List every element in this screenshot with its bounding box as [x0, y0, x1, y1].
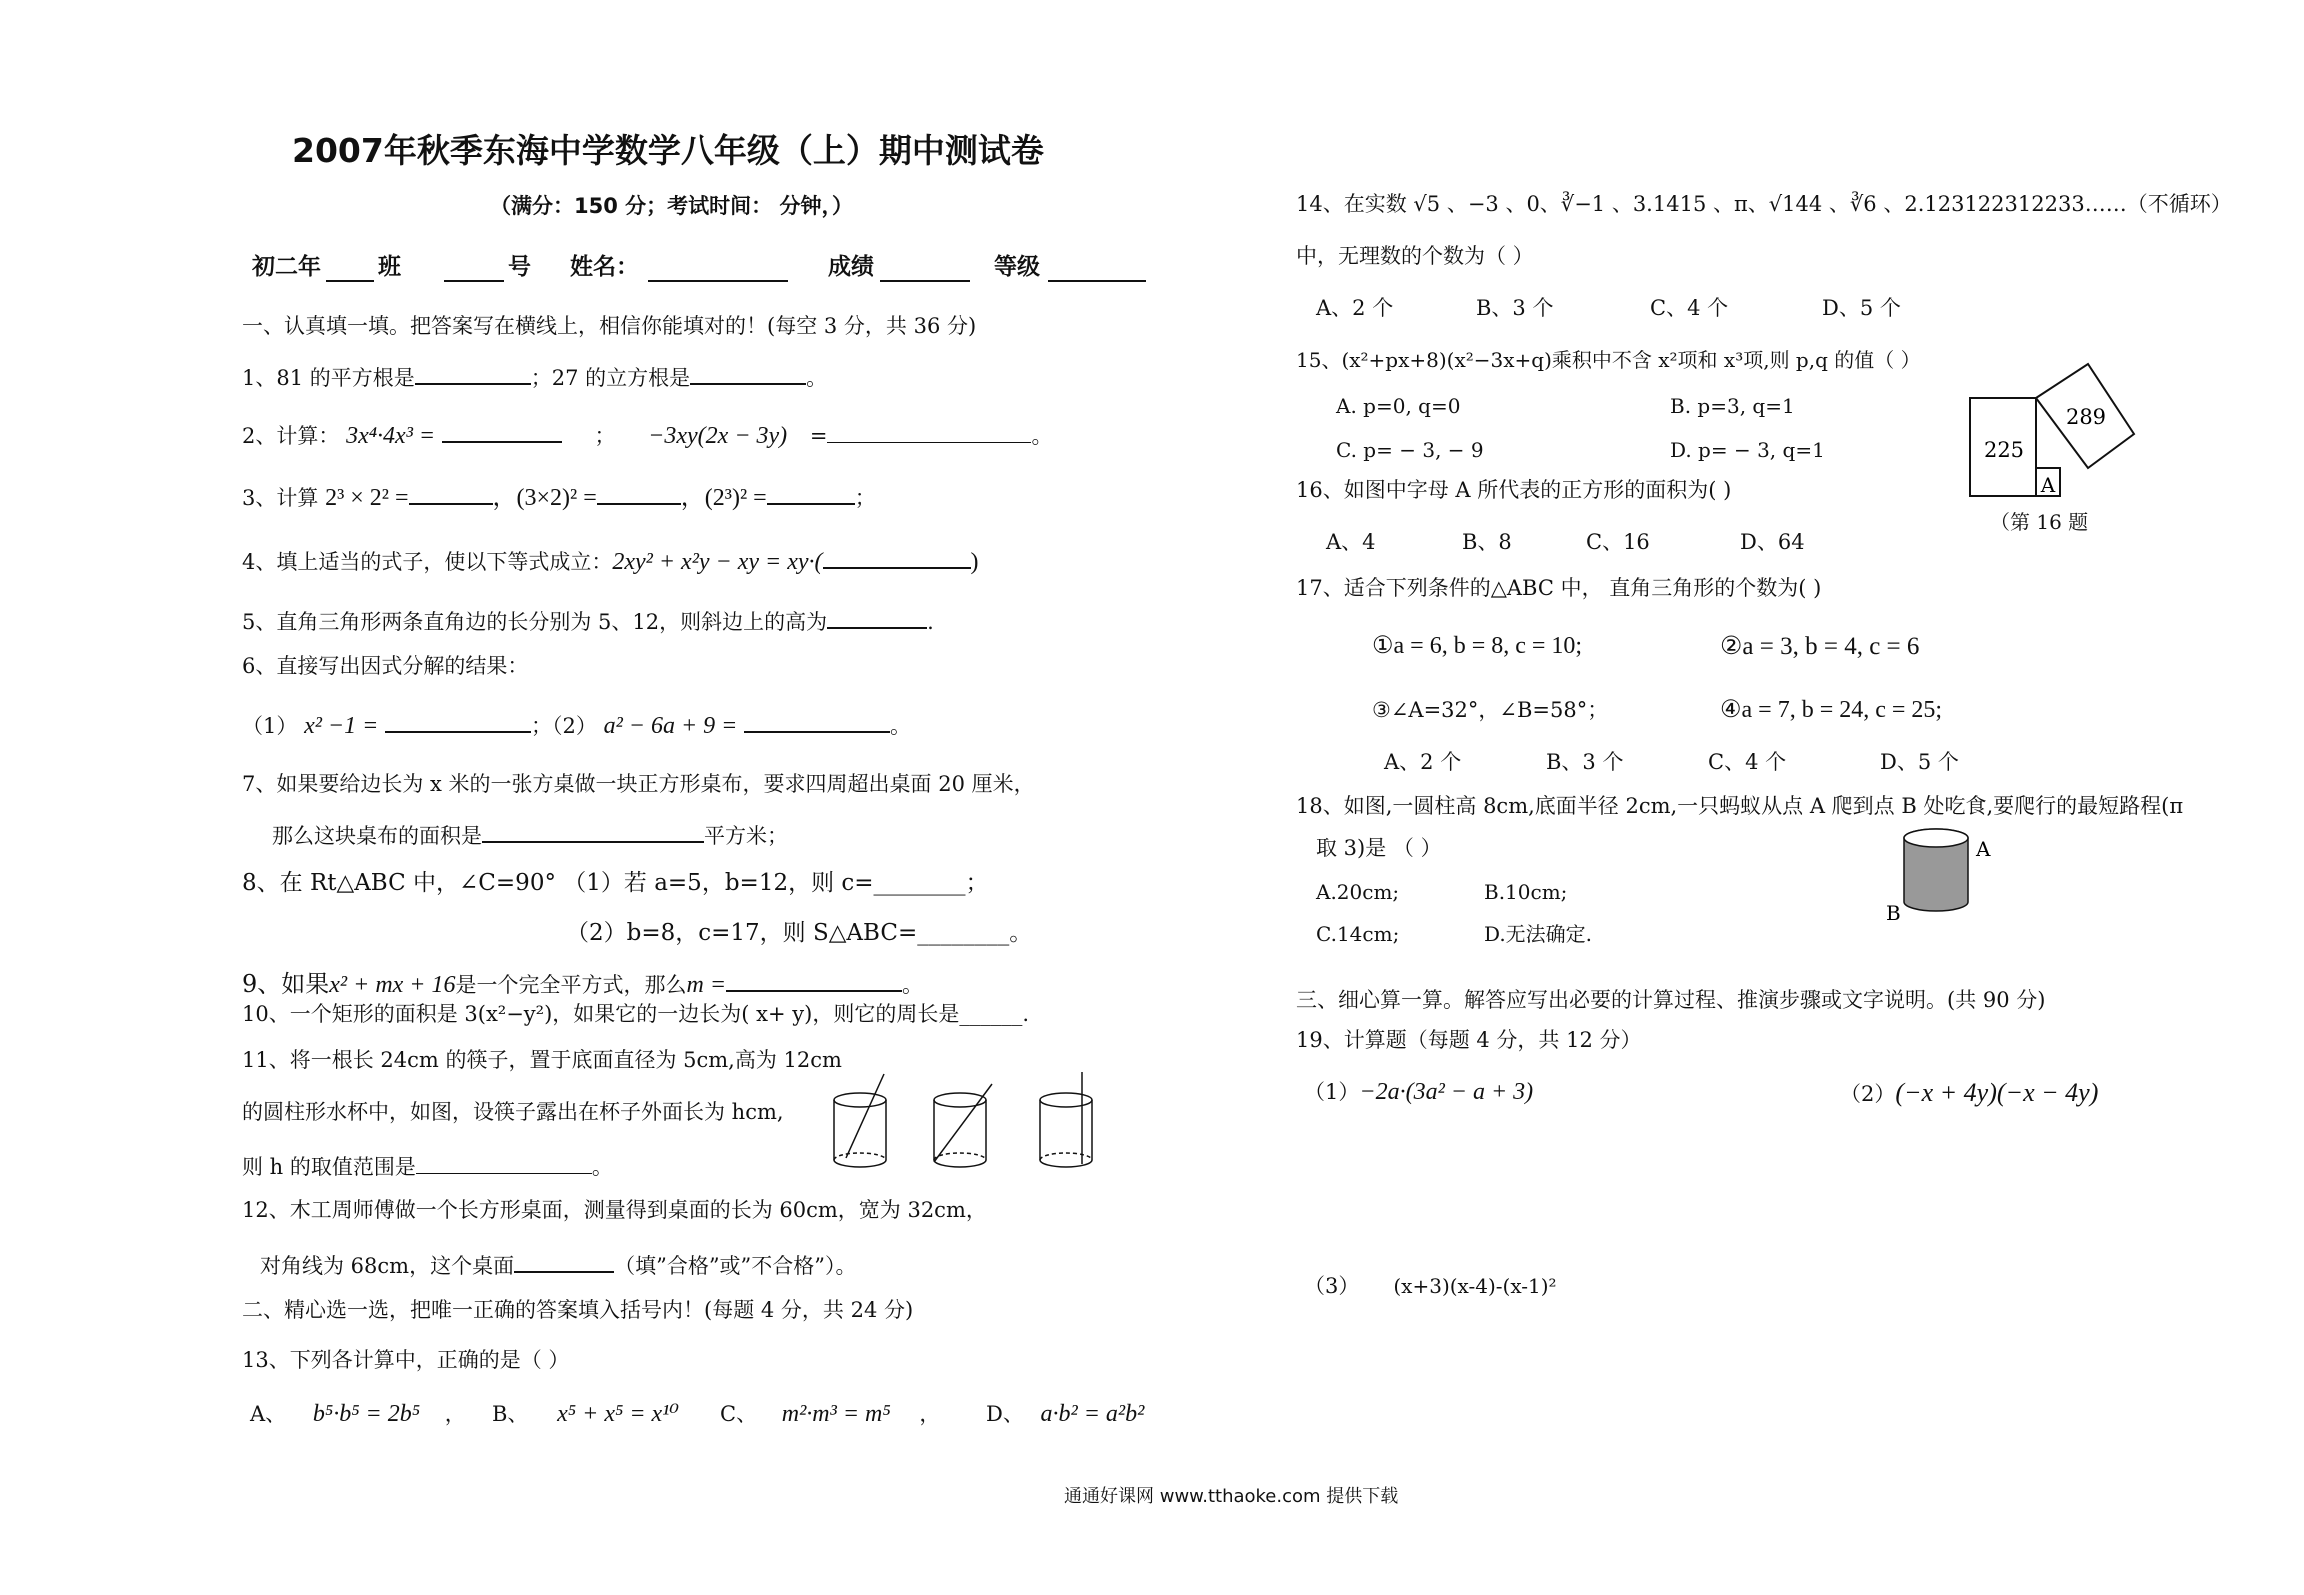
q2-expr-1: 3x⁴·4x³ = — [346, 423, 436, 449]
q13-option-a-label: A、 — [250, 1402, 287, 1426]
q7-blank[interactable] — [482, 820, 704, 843]
section3-header: 三、细心算一算。解答应写出必要的计算过程、推演步骤或文字说明。(共 90 分) — [1296, 988, 2046, 1012]
q4-text-a: 4、填上适当的式子，使以下等式成立： — [242, 550, 613, 574]
q6-end: 。 — [890, 714, 912, 738]
q9 — [242, 966, 923, 997]
q6-stem: 6、直接写出因式分解的结果： — [242, 654, 529, 678]
q6-expr-2: a² − 6a + 9 = — [603, 713, 738, 739]
q14-line2: 中，无理数的个数为（ ） — [1296, 244, 1534, 268]
q11-text-b: 。 — [591, 1155, 613, 1179]
q19-part3-label: （3） — [1304, 1274, 1360, 1298]
q10: 10、一个矩形的面积是 3(x²−y²)，如果它的一边长为( x+ y)，则它的周长是______. — [242, 1002, 1029, 1026]
page-title: 2007年秋季东海中学数学八年级（上）期中测试卷 — [292, 131, 1044, 170]
q7-text-b: 平方米； — [704, 824, 788, 848]
grade-label: 初二年 — [252, 254, 321, 280]
q15-option-a[interactable]: A. p=0, q=0 — [1336, 394, 1461, 418]
q18-line1: 18、如图,一圆柱高 8cm,底面半径 2cm,一只蚂蚁从点 A 爬到点 B 处吃食,要爬行的最短路程(π — [1296, 794, 2184, 818]
q16-option-b[interactable]: B、8 — [1462, 530, 1512, 554]
q11-blank[interactable] — [416, 1152, 592, 1174]
q16-option-d[interactable]: D、64 — [1740, 530, 1805, 554]
q9-expr: x² + mx + 16 — [329, 972, 456, 998]
q3-blank-3[interactable] — [767, 482, 855, 505]
q18-line2: 取 3)是 （ ） — [1316, 836, 1442, 860]
q5 — [242, 606, 934, 633]
q6-parts — [242, 710, 911, 738]
q2-blank-2[interactable] — [827, 421, 1031, 443]
q15-option-d[interactable]: D. p= − 3, q=1 — [1670, 438, 1825, 462]
q17-cond-2: ②a = 3, b = 4, c = 6 — [1720, 633, 1920, 660]
q18-label-a: A — [1976, 837, 1991, 861]
q6-blank-2[interactable] — [744, 710, 890, 733]
q6-p1-label: （1） — [242, 714, 298, 738]
q17-cond-4: ④a = 7, b = 24, c = 25; — [1720, 697, 1943, 723]
q2-sep: ； — [594, 424, 616, 448]
q13-option-d-label: D、 — [986, 1402, 1024, 1426]
q1-text-c: 。 — [806, 366, 828, 390]
q17-option-b[interactable]: B、3 个 — [1546, 750, 1624, 774]
q19-part3-expr: (x+3)(x-4)-(x-1)² — [1393, 1274, 1557, 1298]
q16-stem: 16、如图中字母 A 所代表的正方形的面积为( ) — [1296, 478, 1732, 502]
level-blank[interactable] — [1048, 256, 1146, 282]
q1 — [242, 362, 827, 389]
q18-cylinder-figure — [1880, 820, 2000, 930]
q5-end: . — [927, 610, 934, 634]
q19-part3 — [1304, 1276, 1557, 1297]
footer-credit: 通通好课网 www.tthaoke.com 提供下载 — [1064, 1486, 1399, 1507]
q8-line2: （2）b=8，c=17，则 S△ABC=________。 — [566, 920, 1033, 946]
q11-line3 — [242, 1152, 613, 1178]
q17-stem: 17、适合下列条件的△ABC 中， 直角三角形的个数为( ) — [1296, 576, 1822, 600]
q3-expr-3: ，(2³)² = — [680, 485, 767, 511]
q1-blank-1[interactable] — [415, 362, 531, 385]
q13-option-c-expr: m²·m³ = m⁵ — [781, 1401, 891, 1427]
q15-stem: 15、(x²+px+8)(x²−3x+q)乘积中不含 x²项和 x³项,则 p,q 的值（ ） — [1296, 348, 1921, 372]
q2-blank-1[interactable] — [442, 420, 562, 443]
q12-line1: 12、木工周师傅做一个长方形桌面，测量得到桌面的长为 60cm，宽为 32cm， — [242, 1198, 987, 1222]
class-label: 班 — [378, 254, 401, 280]
score-label: 成绩 — [828, 254, 874, 280]
q7-text-a: 那么这块桌布的面积是 — [272, 824, 482, 848]
q7-line1: 7、如果要给边长为 x 米的一张方桌做一块正方形桌布，要求四周超出桌面 20 厘米， — [242, 772, 1035, 796]
q6-expr-1: x² −1 = — [304, 713, 379, 739]
q17-cond-3: ③∠A=32°，∠B=58°； — [1372, 698, 1609, 722]
q2 — [242, 420, 1052, 448]
q15-option-c[interactable]: C. p= − 3, − 9 — [1336, 438, 1484, 462]
q3-expr-1: 2³ × 2² = — [325, 485, 409, 511]
q6-blank-1[interactable] — [385, 710, 531, 733]
q13-option-b-label: B、 — [492, 1402, 529, 1426]
q3 — [242, 482, 876, 510]
q13-option-b[interactable] — [492, 1402, 679, 1426]
q9-text-b: 是一个完全平方式，那么 — [455, 973, 687, 997]
class-blank[interactable] — [326, 256, 374, 282]
q13-option-c[interactable] — [720, 1402, 940, 1426]
q16-option-c[interactable]: C、16 — [1586, 530, 1650, 554]
q19-part2-expr: (−x + 4y)(−x − 4y) — [1895, 1078, 2099, 1107]
q17-cond-1: ①a = 6, b = 8, c = 10; — [1372, 633, 1583, 659]
q6-p2-label: ；（2） — [531, 714, 597, 738]
q4-close: ) — [970, 549, 979, 575]
q11-text-a: 则 h 的取值范围是 — [242, 1155, 416, 1179]
q3-expr-2: ，(3×2)² = — [492, 485, 597, 511]
score-blank[interactable] — [880, 256, 970, 282]
level-label: 等级 — [994, 254, 1040, 280]
q13-option-b-expr: x⁵ + x⁵ = x¹⁰ — [557, 1401, 679, 1427]
q19-part2 — [1840, 1080, 2098, 1106]
q2-eq: = — [809, 424, 828, 448]
q7-line2 — [272, 820, 788, 847]
q4-expr: 2xy² + x²y − xy = xy·( — [612, 549, 823, 575]
q19-part1-expr: −2a·(3a² − a + 3) — [1359, 1079, 1534, 1105]
q19-part1 — [1304, 1080, 1533, 1104]
q4 — [242, 546, 979, 574]
cup-1 — [834, 1074, 886, 1167]
q3-blank-1[interactable] — [409, 482, 493, 505]
q18-option-b[interactable]: B.10cm; — [1484, 880, 1568, 904]
name-blank[interactable] — [648, 256, 788, 282]
q12-text-a: 对角线为 68cm，这个桌面 — [260, 1254, 515, 1278]
cup-2 — [934, 1084, 992, 1167]
q3-text-a: 3、计算 — [242, 486, 319, 510]
q18-option-c[interactable]: C.14cm; — [1316, 922, 1400, 946]
q5-text-a: 5、直角三角形两条直角边的长分别为 5、12，则斜边上的高为 — [242, 610, 828, 634]
q13-option-a-sep: ， — [444, 1402, 466, 1426]
q19-part1-label: （1） — [1304, 1080, 1360, 1104]
q12-line2 — [260, 1250, 857, 1277]
q13-option-a-expr: b⁵·b⁵ = 2b⁵ — [312, 1401, 421, 1427]
q9-m: m = — [686, 972, 727, 998]
q4-blank[interactable] — [823, 546, 971, 569]
q14-option-a[interactable]: A、2 个 — [1316, 296, 1394, 320]
q18-option-d[interactable]: D.无法确定. — [1484, 922, 1593, 946]
q13-option-d-expr: a·b² = a²b² — [1040, 1401, 1145, 1427]
q8-line1: 8、在 Rt△ABC 中，∠C=90° （1）若 a=5，b=12，则 c=________； — [242, 870, 989, 896]
q16-label-225: 225 — [1983, 438, 2025, 462]
q12-blank[interactable] — [514, 1250, 614, 1273]
cup-3 — [1040, 1072, 1092, 1167]
name-label: 姓名： — [570, 254, 639, 280]
q18-label-b: B — [1886, 901, 1901, 925]
q9-end: 。 — [902, 973, 924, 997]
q1-text-a: 1、81 的平方根是 — [242, 366, 415, 390]
q11-line2: 的圆柱形水杯中，如图，设筷子露出在杯子外面长为 hcm, — [242, 1100, 784, 1124]
q3-end: ； — [854, 486, 876, 510]
q9-text-a: 9、如果 — [242, 970, 330, 998]
q14-option-c[interactable]: C、4 个 — [1650, 296, 1729, 320]
q14-option-b[interactable]: B、3 个 — [1476, 296, 1554, 320]
q17-option-d[interactable]: D、5 个 — [1880, 750, 1959, 774]
q14-option-d[interactable]: D、5 个 — [1822, 296, 1901, 320]
cups-figure — [828, 1070, 1118, 1180]
q16-option-a[interactable]: A、4 — [1326, 530, 1376, 554]
q1-text-b: ；27 的立方根是 — [530, 366, 691, 390]
q9-blank[interactable] — [726, 966, 902, 992]
section1-header: 一、认真填一填。把答案写在横线上，相信你能填对的！(每空 3 分，共 36 分) — [242, 314, 977, 338]
q13-option-d[interactable] — [986, 1402, 1144, 1426]
q19-header: 19、计算题（每题 4 分，共 12 分） — [1296, 1028, 1642, 1052]
q16-label-a: A — [2040, 473, 2056, 497]
q16-squares-figure — [1960, 364, 2140, 504]
q12-text-b: （填”合格”或”不合格”）。 — [614, 1254, 857, 1278]
q2-expr-2: −3xy(2x − 3y) — [648, 423, 788, 449]
q18-option-a[interactable]: A.20cm; — [1316, 880, 1400, 904]
q5-blank[interactable] — [827, 606, 927, 629]
q11-line1: 11、将一根长 24cm 的筷子，置于底面直径为 5cm,高为 12cm — [242, 1048, 842, 1072]
q14-line1: 14、在实数 √5 、−3 、0、∛−1 、3.1415 、π、√144 、∛6 、2.123122312233……（不循环） — [1296, 192, 2232, 216]
q17-option-a[interactable]: A、2 个 — [1384, 750, 1462, 774]
page-subtitle: （满分：150 分；考试时间： 分钟，） — [490, 194, 853, 218]
q2-end: 。 — [1031, 424, 1053, 448]
q17-option-c[interactable]: C、4 个 — [1708, 750, 1787, 774]
section2-header: 二、精心选一选，把唯一正确的答案填入括号内！(每题 4 分，共 24 分) — [242, 1298, 914, 1322]
q16-label-289: 289 — [2065, 405, 2107, 429]
q13-stem: 13、下列各计算中，正确的是（ ） — [242, 1348, 570, 1372]
q19-part2-label: （2） — [1840, 1082, 1896, 1106]
q2-text-a: 2、计算： — [242, 424, 340, 448]
q1-blank-2[interactable] — [690, 362, 806, 385]
q13-option-c-label: C、 — [720, 1402, 758, 1426]
number-label: 号 — [508, 254, 531, 280]
q13-option-a[interactable] — [250, 1402, 466, 1426]
q13-option-c-sep: ， — [919, 1402, 941, 1426]
number-blank[interactable] — [444, 256, 504, 282]
q15-option-b[interactable]: B. p=3, q=1 — [1670, 394, 1795, 418]
q3-blank-2[interactable] — [597, 482, 681, 505]
q16-caption: （第 16 题 — [1990, 510, 2089, 534]
